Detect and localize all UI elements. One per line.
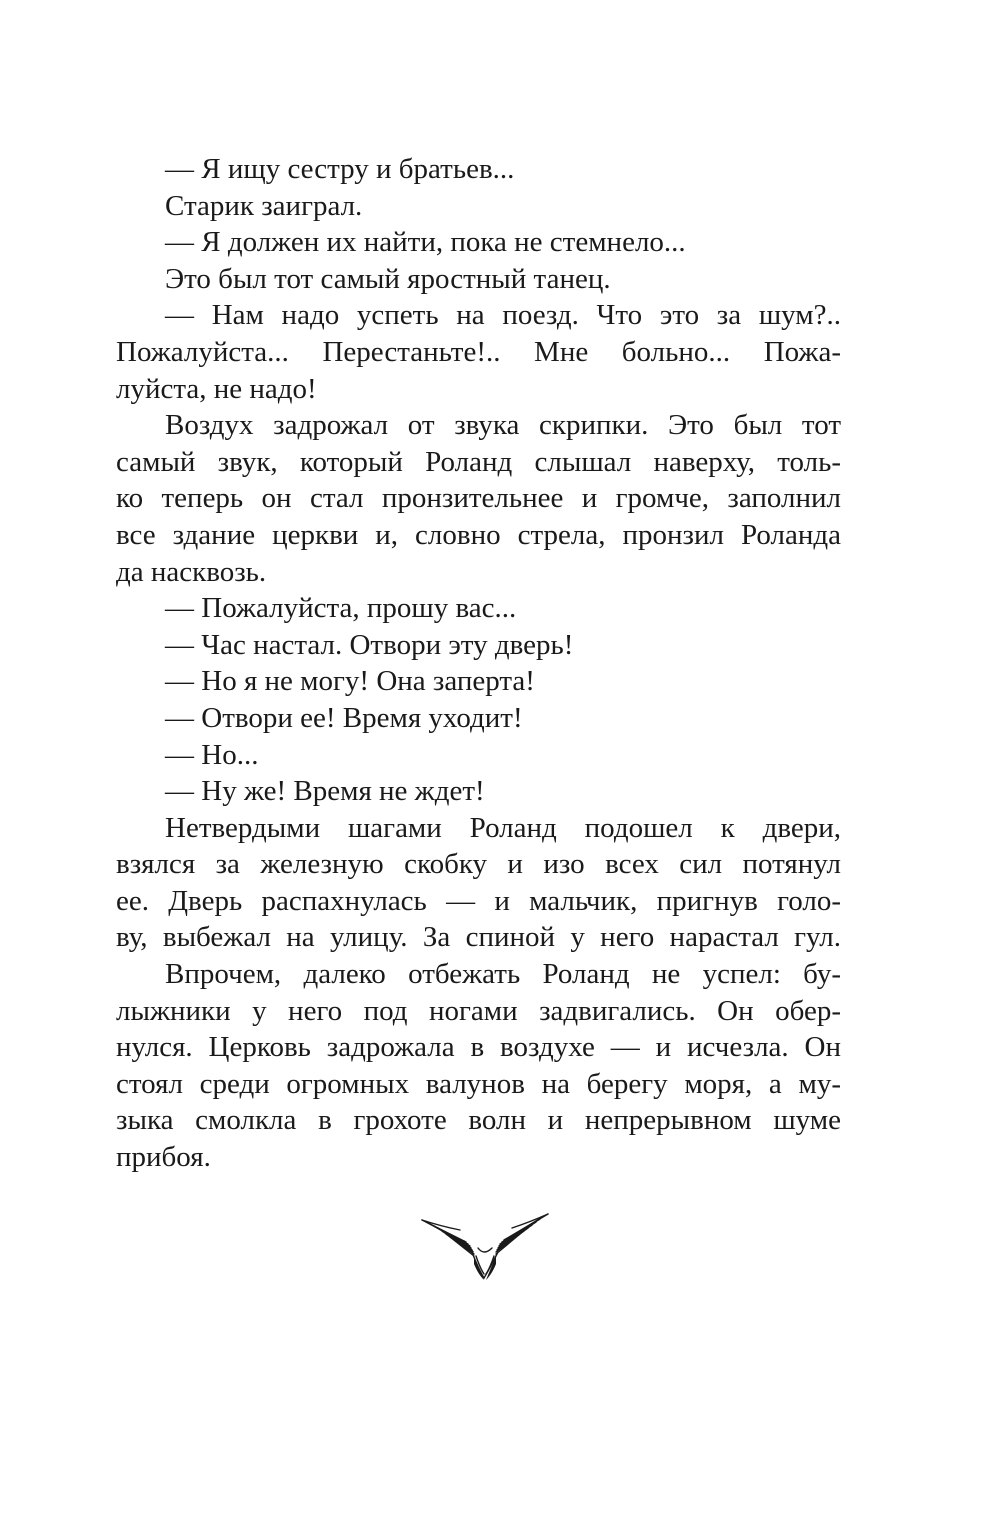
text-line: зыка смолкла в грохоте волн и непрерывном шуме xyxy=(116,1104,841,1137)
text-line: нулся. Церковь задрожала в воздухе — и исчезла. Он xyxy=(116,1031,841,1064)
text-line: Воздух задрожал от звука скрипки. Это был тот xyxy=(165,409,841,442)
text-line: взялся за железную скобку и изо всех сил потянул xyxy=(116,848,841,881)
text-line: — Отвори ее! Время уходит! xyxy=(165,701,523,734)
text-line: — Но... xyxy=(165,738,259,771)
text-line: Нетвердыми шагами Роланд подошел к двери, xyxy=(165,811,841,844)
text-line: — Но я не могу! Она заперта! xyxy=(165,665,535,698)
text-line: — Я ищу сестру и братьев... xyxy=(165,153,515,185)
text-line: самый звук, который Роланд слышал наверху, толь- xyxy=(116,445,841,478)
text-line: — Я должен их найти, пока не стемнело... xyxy=(165,226,686,259)
text-line: да насквозь. xyxy=(116,555,267,588)
text-line: Это был тот самый яростный танец. xyxy=(165,262,611,295)
text-line: Впрочем, далеко отбежать Роланд не успел: бу- xyxy=(165,958,841,991)
text-line: — Час настал. Отвори эту дверь! xyxy=(165,628,574,661)
page-body-text xyxy=(116,151,841,1176)
text-line: луйста, не надо! xyxy=(116,372,317,405)
text-line: все здание церкви и, словно стрела, пронзил Роланда xyxy=(116,518,841,551)
text-line: ко теперь он стал пронзительнее и громче, заполнил xyxy=(116,482,841,515)
text-line: ее. Дверь распахнулась — и мальчик, пригнув голо- xyxy=(116,884,841,917)
text-line: ву, выбежал на улицу. За спиной у него нарастал гул. xyxy=(116,921,841,954)
text-line: прибоя. xyxy=(116,1141,211,1174)
winged-ornament-icon xyxy=(420,1212,550,1284)
text-line: Старик заиграл. xyxy=(165,189,363,222)
text-line: — Ну же! Время не ждет! xyxy=(165,775,485,808)
text-line: — Пожалуйста, прошу вас... xyxy=(165,592,517,625)
text-line: Пожалуйста... Перестаньте!.. Мне больно... Пожа- xyxy=(116,335,841,368)
text-line: — Нам надо успеть на поезд. Что это за шум?.. xyxy=(165,299,841,332)
text-line: лыжники у него под ногами задвигались. Он обер- xyxy=(116,994,841,1027)
text-line: стоял среди огромных валунов на берегу моря, а му- xyxy=(116,1067,841,1100)
